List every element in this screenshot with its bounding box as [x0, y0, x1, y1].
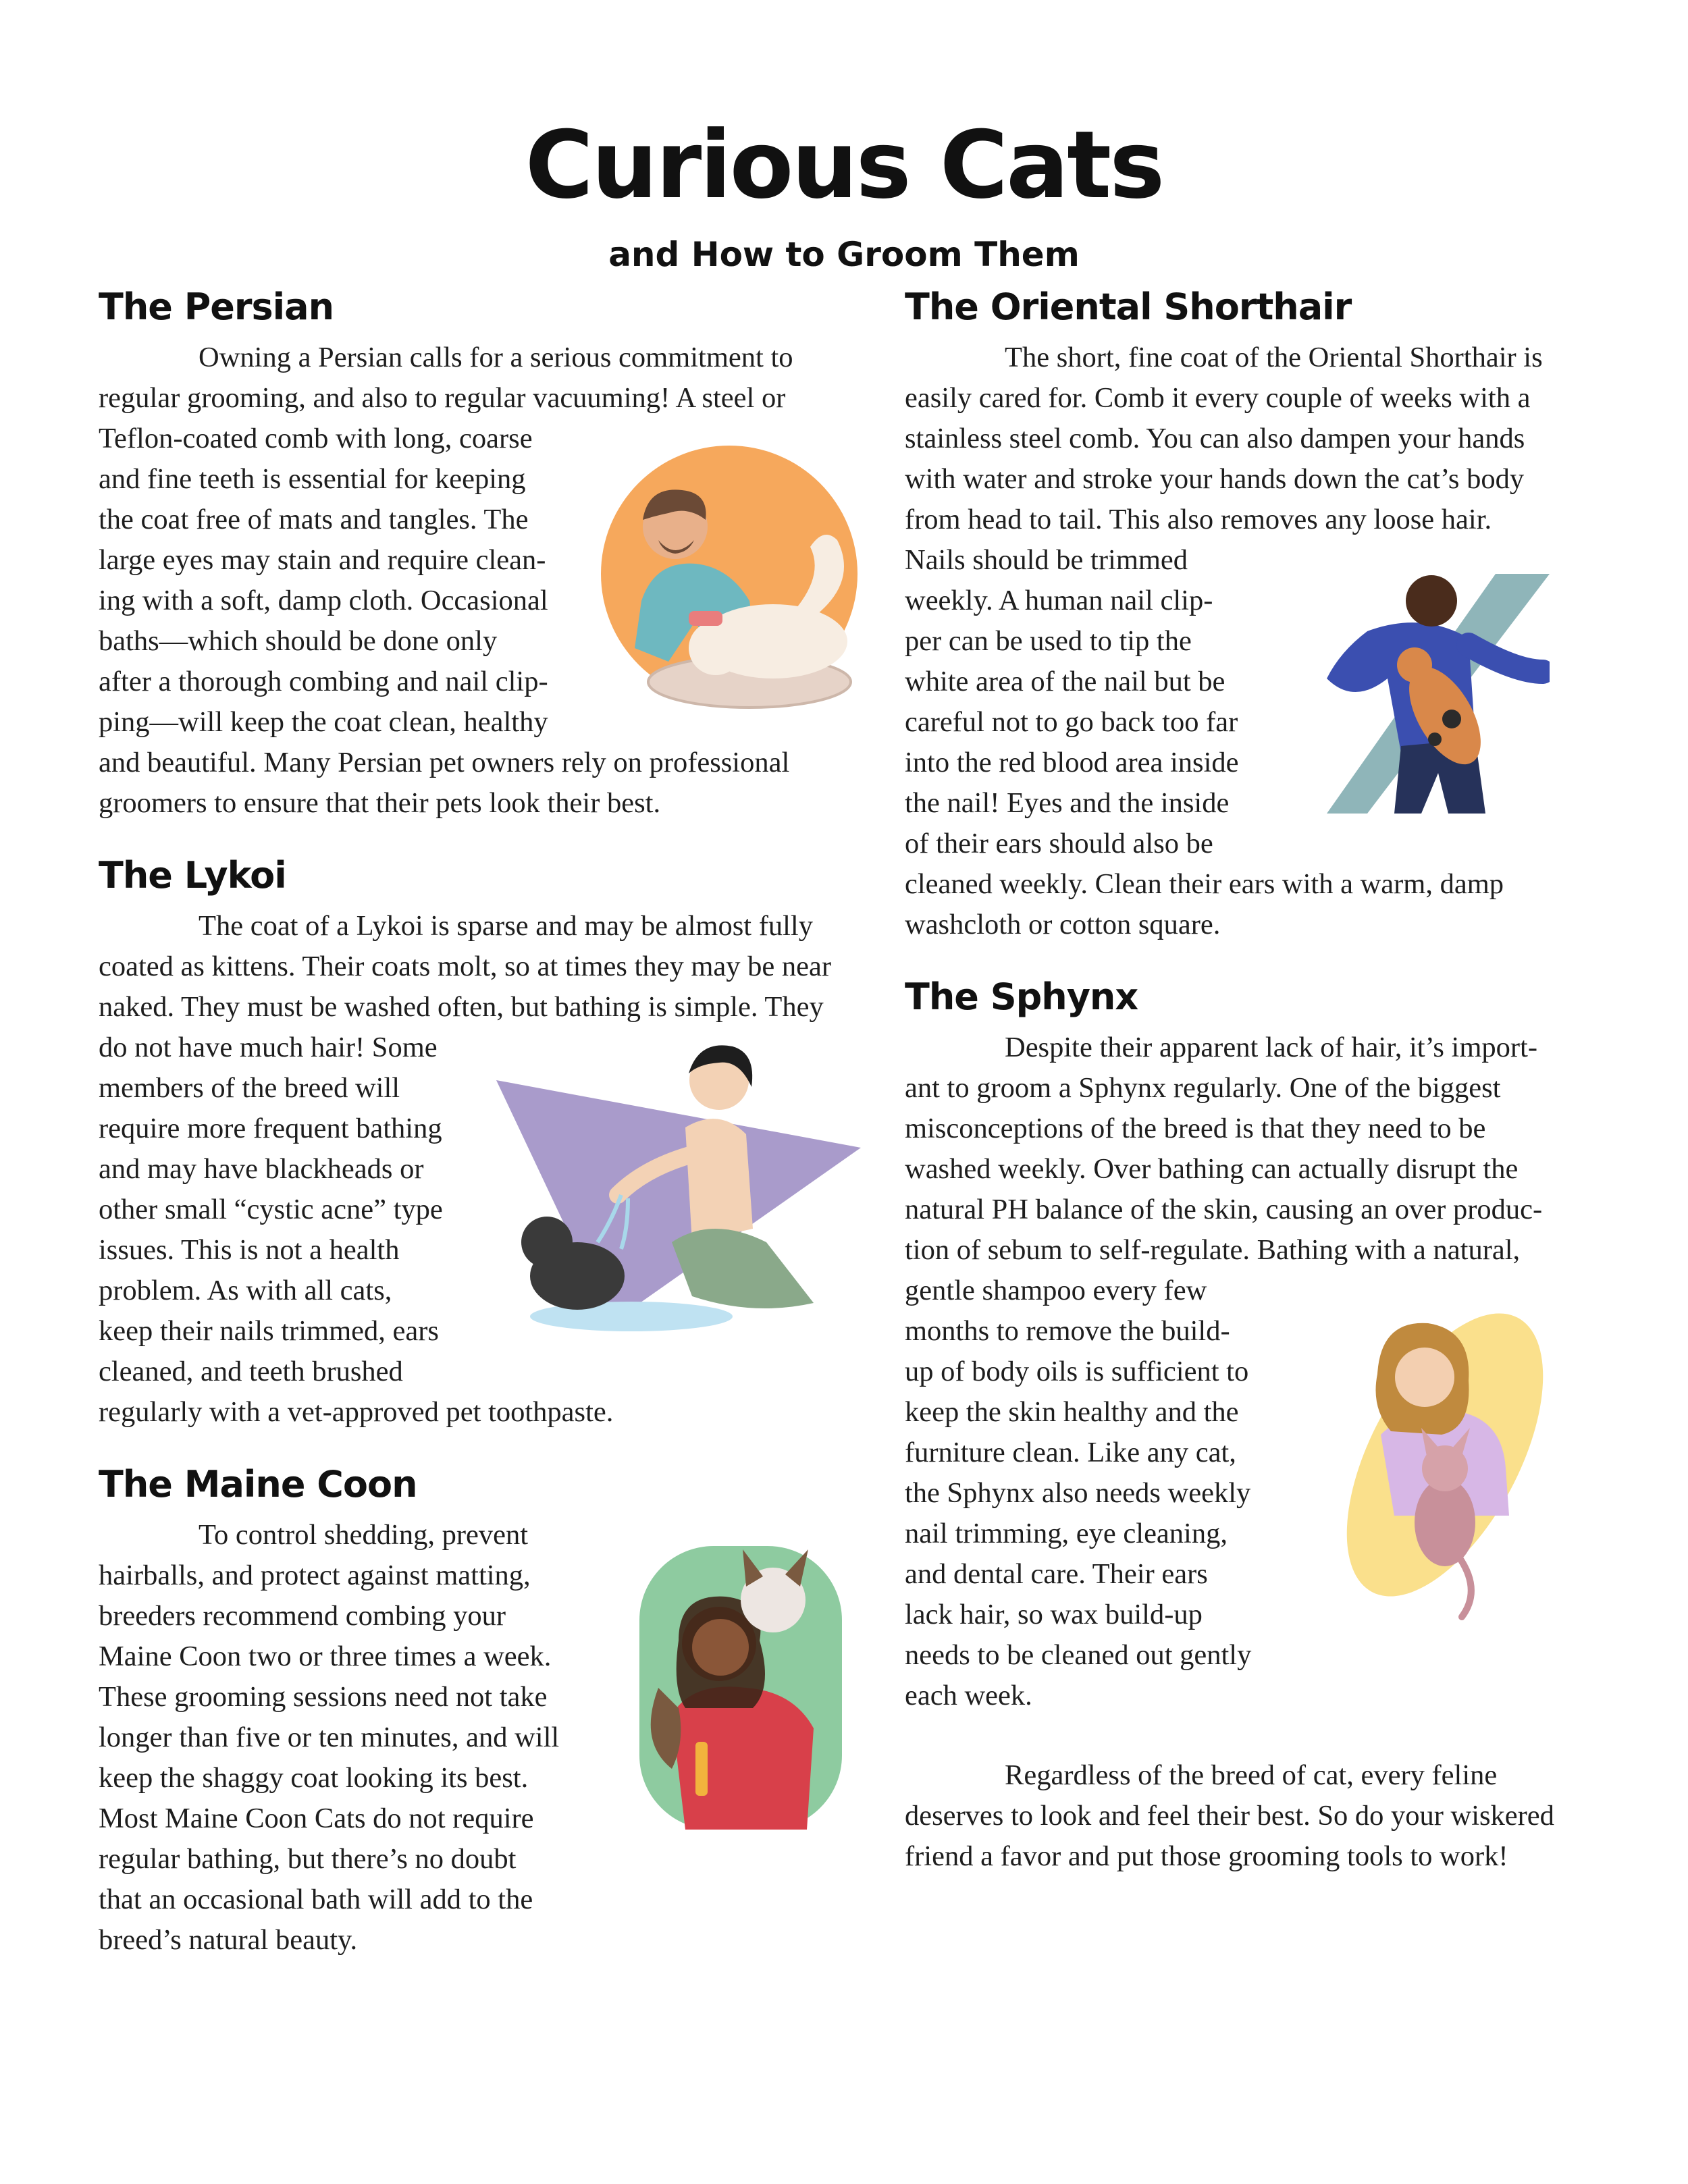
comb-in-hand	[689, 611, 722, 626]
persian-grooming-illustration	[594, 446, 878, 716]
oriental-shorthair-illustration	[1313, 570, 1550, 820]
body-line: large eyes may stain and require clean-	[99, 544, 546, 576]
body-line: keep the skin healthy and the	[905, 1396, 1239, 1428]
woman-face	[692, 1619, 749, 1676]
body-line: needs to be cleaned out gently	[905, 1639, 1252, 1671]
body-line: gentle shampoo every few	[905, 1275, 1207, 1306]
body-line: and beautiful. Many Persian pet owners rely on professional	[99, 747, 790, 778]
man-head	[1406, 575, 1457, 627]
brush	[695, 1742, 708, 1796]
girl-face	[1395, 1348, 1454, 1407]
body-line: baths—which should be done only	[99, 625, 498, 657]
body-line: regularly with a vet-approved pet toothpaste.	[99, 1396, 614, 1428]
body-line: washed weekly. Over bathing can actually disrupt the	[905, 1153, 1519, 1185]
body-line: deserves to look and feel their best. So do your wiskered	[905, 1800, 1554, 1832]
body-line: ing with a soft, damp cloth. Occasional	[99, 585, 548, 616]
body-line: The coat of a Lykoi is sparse and may be almost fully	[199, 910, 813, 942]
sphynx-illustration	[1327, 1300, 1556, 1637]
body-line: tion of sebum to self-regulate. Bathing with a natural,	[905, 1234, 1521, 1266]
body-line: after a thorough combing and nail clip-	[99, 666, 548, 697]
body-line: nail trimming, eye cleaning,	[905, 1518, 1228, 1549]
body-line: and dental care. Their ears	[905, 1558, 1208, 1590]
sphynx-cat-tail	[1458, 1556, 1471, 1617]
body-line: cleaned, and teeth brushed	[99, 1356, 403, 1387]
maine-coon-illustration	[631, 1539, 854, 1836]
body-line: per can be used to tip the	[905, 625, 1192, 657]
body-line: into the red blood area inside	[905, 747, 1239, 778]
page-subtitle: and How to Groom Them	[608, 235, 1080, 274]
body-line: and fine teeth is essential for keeping	[99, 463, 526, 495]
body-line: easily cared for. Comb it every couple of weeks with a	[905, 382, 1531, 414]
lykoi-cat-head	[521, 1217, 573, 1268]
body-line: To control shedding, prevent	[199, 1519, 529, 1551]
body-line: Maine Coon two or three times a week.	[99, 1641, 552, 1672]
section-heading: The Persian	[99, 286, 334, 328]
body-line: keep the shaggy coat looking its best.	[99, 1762, 529, 1794]
body-line: the coat free of mats and tangles. The	[99, 504, 529, 535]
body-line: of their ears should also be	[905, 828, 1213, 859]
body-line: the nail! Eyes and the inside	[905, 787, 1230, 819]
body-line: regular grooming, and also to regular vacuuming! A steel or	[99, 382, 786, 414]
body-line: regular bathing, but there’s no doubt	[99, 1843, 517, 1875]
body-line: stainless steel comb. You can also dampen your hands	[905, 423, 1525, 454]
body-line: each week.	[905, 1680, 1032, 1711]
body-line: washcloth or cotton square.	[905, 909, 1221, 940]
body-line: cleaned weekly. Clean their ears with a warm, damp	[905, 868, 1504, 900]
body-line: months to remove the build-	[905, 1315, 1230, 1347]
body-line: ping—will keep the coat clean, healthy	[99, 706, 548, 738]
body-line: problem. As with all cats,	[99, 1275, 392, 1306]
sphynx-cat-body	[1415, 1479, 1475, 1566]
body-line: naked. They must be washed often, but bathing is simple. They	[99, 991, 824, 1023]
body-line: with water and stroke your hands down the cat’s body	[905, 463, 1525, 495]
closing-body	[905, 1755, 1647, 1877]
body-line: ant to groom a Sphynx regularly. One of the biggest	[905, 1072, 1501, 1104]
body-line: The short, fine coat of the Oriental Shorthair is	[1005, 342, 1543, 373]
body-line: up of body oils is sufficient to	[905, 1356, 1249, 1387]
man-pants	[672, 1229, 814, 1308]
body-line: other small “cystic acne” type	[99, 1194, 443, 1225]
body-line: require more frequent bathing	[99, 1113, 442, 1144]
body-line: Owning a Persian calls for a serious commitment to	[199, 342, 793, 373]
body-line: Nails should be trimmed	[905, 544, 1188, 576]
section-heading: The Maine Coon	[99, 1463, 417, 1506]
body-line: longer than five or ten minutes, and will	[99, 1722, 560, 1753]
body-line: weekly. A human nail clip-	[905, 585, 1213, 616]
body-line: coated as kittens. Their coats molt, so at times they may be near	[99, 951, 832, 982]
oriental-cat-head	[1397, 647, 1432, 683]
body-line: careful not to go back too far	[905, 706, 1238, 738]
body-line: the Sphynx also needs weekly	[905, 1477, 1251, 1509]
body-line: friend a favor and put those grooming tools to work!	[905, 1840, 1508, 1872]
persian-cat-head	[689, 621, 743, 675]
body-line: white area of the nail but be	[905, 666, 1225, 697]
page-title: Curious Cats	[525, 111, 1163, 219]
section-heading: The Sphynx	[905, 976, 1138, 1018]
body-line: keep their nails trimmed, ears	[99, 1315, 439, 1347]
body-line: lack hair, so wax build-up	[905, 1599, 1203, 1630]
body-line: breeders recommend combing your	[99, 1600, 506, 1632]
body-line: Regardless of the breed of cat, every feline	[1005, 1759, 1498, 1791]
body-line: These grooming sessions need not take	[99, 1681, 548, 1713]
body-line: from head to tail. This also removes any loose hair.	[905, 504, 1492, 535]
body-line: breed’s natural beauty.	[99, 1924, 358, 1956]
body-line: that an occasional bath will add to the	[99, 1884, 533, 1915]
body-line: groomers to ensure that their pets look their best.	[99, 787, 661, 819]
body-line: misconceptions of the breed is that they need to be	[905, 1113, 1486, 1144]
body-line: furniture clean. Like any cat,	[905, 1437, 1236, 1468]
body-line: do not have much hair! Some	[99, 1032, 438, 1063]
body-line: and may have blackheads or	[99, 1153, 424, 1185]
body-line: members of the breed will	[99, 1072, 400, 1104]
body-line: hairballs, and protect against matting,	[99, 1560, 531, 1591]
cat-spot	[1428, 733, 1442, 746]
closing-paragraph	[905, 1755, 1647, 1877]
man-arm-right	[1469, 645, 1543, 672]
man-torso	[685, 1119, 753, 1242]
woman-sweater	[672, 1686, 814, 1830]
section-heading: The Oriental Shorthair	[905, 286, 1352, 328]
section-heading: The Lykoi	[99, 854, 286, 897]
cat-spot	[1442, 710, 1461, 728]
body-line: Most Maine Coon Cats do not require	[99, 1803, 534, 1834]
body-line: issues. This is not a health	[99, 1234, 400, 1266]
body-line: Despite their apparent lack of hair, it’s import-	[1005, 1032, 1538, 1063]
body-line: Teflon-coated comb with long, coarse	[99, 423, 533, 454]
lykoi-bathing-illustration	[496, 1040, 874, 1337]
body-line: natural PH balance of the skin, causing an over produc-	[905, 1194, 1543, 1225]
